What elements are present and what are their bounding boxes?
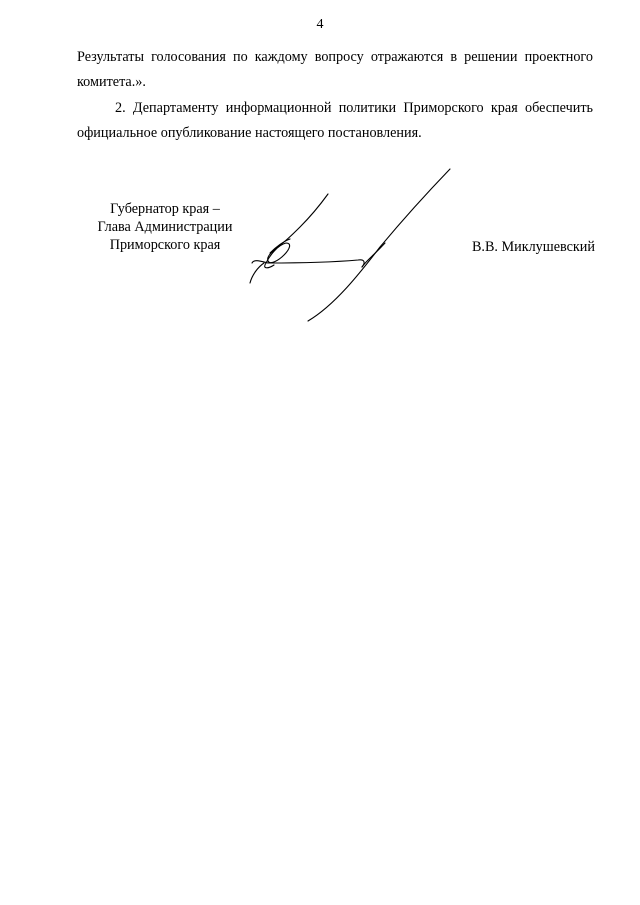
signatory-name: В.В. Миклушевский (471, 239, 595, 255)
page-number: 4 (316, 17, 324, 32)
signatory-title (70, 200, 260, 254)
signature-block (0, 200, 640, 330)
paragraph-voting-results: Результаты голосования по каждому вопросу отражаются в решении проектного комитета.». (77, 49, 593, 90)
document-body (77, 45, 593, 146)
signatory-title-line-1: Губернатор края – (110, 201, 220, 217)
signatory-title-line-2: Глава Администрации (97, 219, 233, 235)
signatory-title-line-3: Приморского края (109, 237, 221, 253)
paragraph-publication-order: 2. Департаменту информационной политики Приморского края обеспечить официальное опубликование настоящего постановления. (77, 100, 593, 141)
